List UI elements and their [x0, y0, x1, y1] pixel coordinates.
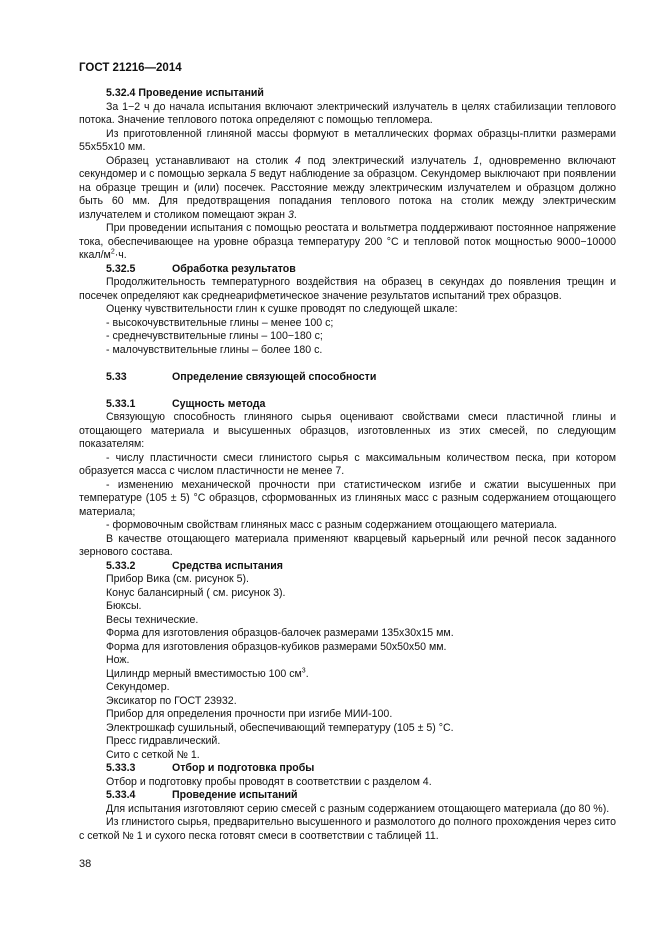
list-item: Прибор для определения прочности при изгибе МИИ-100. [106, 708, 393, 720]
text: При проведении испытания с помощью реостата и вольтметра поддерживают постоянное напряжение тока, обеспечивающее на уровне образца температуру 200 °С и тепловой поток мощностью 9000−10000 ккал/м [79, 222, 616, 261]
section-heading-5-33-3 [79, 762, 616, 776]
list-item: - среднечувствительные глины – 100−180 с; [106, 330, 323, 342]
list-item [79, 668, 616, 682]
section-heading-5-33 [79, 371, 616, 385]
text: под электрический излучатель [300, 154, 474, 167]
list-item: Бюксы. [106, 600, 142, 612]
text: Цилиндр мерный вместимостью 100 см [106, 667, 302, 680]
section-number: 5.33.2 [106, 559, 136, 572]
superscript: 2 [110, 248, 115, 256]
paragraph: Продолжительность температурного воздействия на образец в секундах до появления трещин и посечек определяют как среднеарифметическое значение результатов испытаний трех образцов. [79, 276, 616, 302]
section-number: 5.33.4 [106, 789, 136, 801]
paragraph: Из приготовленной глиняной массы формуют в металлических формах образцы-плитки размерами 55x55x10 мм. [79, 127, 616, 153]
paragraph: Отбор и подготовку пробы проводят в соответствии с разделом 4. [106, 775, 432, 788]
list-item: Электрошкаф сушильный, обеспечивающий температуру (105 ± 5) °С. [106, 721, 454, 734]
text: ведут наблюдение за образцом. Секундомер выключают при появлении на образце трещин и (или) посечек. Расстояние между электрическим излучателем и образцом должно быть 60 мм. Для предотвращения попадания теплового потока на столик между электрическим излучателем и столиком помещают экран [79, 168, 617, 221]
section-title: Обработка результатов [172, 262, 296, 275]
section-heading-5-33-4 [79, 789, 616, 803]
section-heading-5-32-5 [79, 263, 616, 277]
ref-number: 3 [287, 208, 294, 221]
text: . [305, 667, 309, 680]
section-title: Средства испытания [172, 559, 283, 572]
section-number: 5.33.3 [106, 762, 136, 774]
page-number: 38 [79, 858, 92, 870]
paragraph: Оценку чувствительности глин к сушке проводят по следующей шкале: [106, 303, 458, 315]
list-item: Сито с сеткой № 1. [106, 748, 200, 761]
text: . [293, 208, 297, 221]
text: Образец устанавливают на столик [106, 154, 295, 167]
paragraph: Для испытания изготовляют серию смесей с разным содержанием отощающего материала (до 80 %). [106, 802, 610, 815]
document-header: ГОСТ 21216—2014 [79, 62, 182, 74]
list-item: Нож. [106, 654, 130, 666]
bullet-paragraph: - изменению механической прочности при статистическом изгибе и сжатии высушенных при температуре (105 ± 5) °С образцов, сформованных из глиняных масс с разным содержанием отощающего материала; [79, 478, 616, 518]
section-number: 5.32.5 [106, 262, 136, 275]
list-item: Форма для изготовления образцов-кубиков размерами 50x50x50 мм. [106, 640, 447, 653]
list-item: Секундомер. [106, 681, 170, 693]
section-heading-5-32-4: 5.32.4 Проведение испытаний [106, 87, 264, 99]
page-content [79, 87, 616, 843]
paragraph: Связующую способность глиняного сырья оценивают свойствами смеси пластичной глины и отощающего материала и высушенных образцов, изготовленных из этих смесей, по следующим показателям: [79, 411, 616, 450]
paragraph: За 1−2 ч до начала испытания включают электрический излучатель в целях стабилизации теплового потока. Значение теплового потока определяют с помощью тепломера. [79, 100, 616, 126]
paragraph: В качестве отощающего материала применяют кварцевый карьерный или речной песок заданного зернового состава. [79, 532, 616, 558]
list-item: Эксикатор по ГОСТ 23932. [106, 694, 237, 707]
section-title: Сущность метода [172, 397, 266, 410]
list-item: - малочувствительные глины – более 180 с. [106, 343, 323, 356]
ref-number: 5 [249, 168, 256, 180]
text: ·ч. [114, 249, 127, 261]
bullet-paragraph: - формовочным свойствам глиняных масс с разным содержанием отощающего материала. [106, 519, 558, 531]
list-item: Конус балансирный ( см. рисунок 3). [106, 586, 286, 599]
paragraph [79, 155, 616, 223]
section-title: Проведение испытаний [172, 789, 298, 801]
list-item: - высокочувствительные глины – менее 100 с; [106, 316, 334, 329]
section-title: Определение связующей способности [172, 370, 377, 383]
list-item: Прибор Вика (см. рисунок 5). [106, 573, 249, 585]
section-heading-5-33-2 [79, 560, 616, 574]
ref-number: 4 [294, 154, 301, 167]
list-item: Пресс гидравлический. [106, 735, 221, 747]
list-item: Весы технические. [106, 613, 199, 626]
section-heading-5-33-1 [79, 398, 616, 412]
paragraph [79, 222, 616, 263]
section-title: Отбор и подготовка пробы [172, 762, 315, 774]
text: , одновременно включают секундомер и с помощью зеркала [79, 154, 617, 180]
paragraph: Из глинистого сырья, предварительно высушенного и размолотого до полного прохождения через сито с сеткой № 1 и сухого песка готовят смеси в соответствии с таблицей 11. [79, 816, 616, 842]
section-number: 5.33 [106, 370, 127, 383]
list-item: Форма для изготовления образцов-балочек размерами 135x30x15 мм. [106, 627, 454, 639]
superscript: 3 [301, 666, 306, 674]
ref-number: 1 [473, 154, 480, 167]
section-number: 5.33.1 [106, 397, 136, 410]
bullet-paragraph: - числу пластичности смеси глинистого сырья с максимальным количеством песка, при котором образуется масса с числом пластичности не менее 7. [79, 451, 616, 477]
